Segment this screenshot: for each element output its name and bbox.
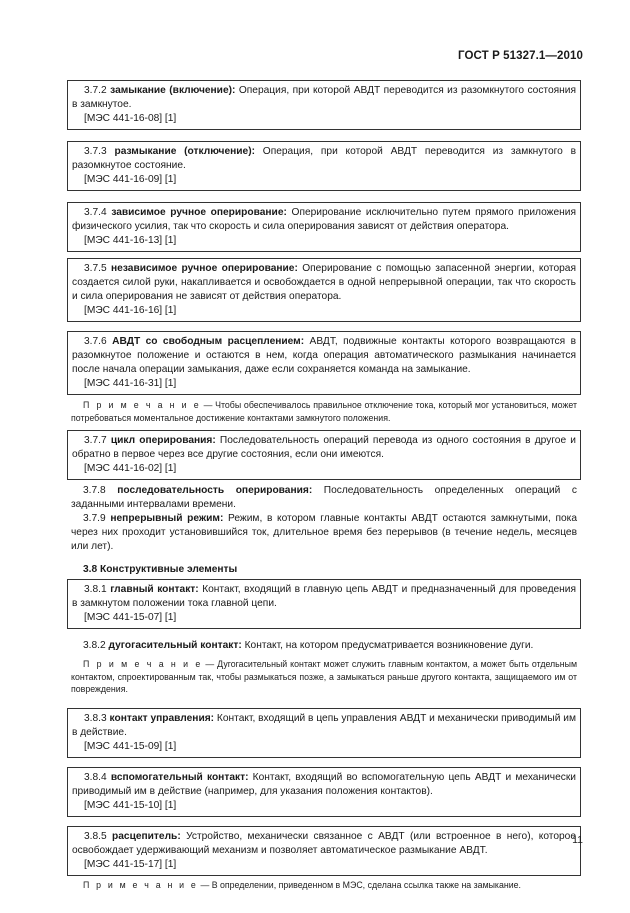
clause-number: 3.8.5	[84, 830, 107, 842]
reference: [МЭС 441-16-08] [1]	[84, 113, 177, 124]
definition-text: Операция, при которой АВДТ переводится из разомкнутого состояния в замкнутое.	[72, 85, 576, 110]
reference: [МЭС 441-16-16] [1]	[84, 305, 177, 316]
definition-box-3-8-4	[67, 767, 581, 817]
term: замыкание (включение):	[110, 85, 236, 96]
term: размыкание (отключение):	[114, 146, 255, 157]
term: контакт управления:	[109, 712, 215, 724]
definition-box-3-7-2	[67, 80, 581, 130]
note-label: П р и м е ч а н и е	[83, 879, 199, 890]
clause-number: 3.8.2	[83, 640, 106, 651]
clause-number: 3.8.4	[84, 771, 107, 783]
definition-box-3-8-5	[67, 826, 581, 876]
note-text: — Дугогасительный контакт может служить главным контактом, а может быть отдельным контактом, спроектированным так, чтобы размыкаться позже, а замыкаться раньше другого контакта, защищаемого им от повреждения.	[71, 659, 577, 694]
definition-box-3-8-3	[67, 708, 581, 758]
standard-number: ГОСТ Р 51327.1—2010	[458, 50, 583, 62]
definitions-plain-3-7-8-9	[67, 484, 581, 554]
note-label: П р и м е ч а н и е	[83, 400, 201, 410]
definition-text: Контакт, входящий в главную цепь АВДТ и предназначенный для проведения в замкнутом положении тока главной цепи.	[72, 584, 577, 609]
definition-box-3-7-3	[67, 141, 581, 191]
term: АВДТ со свободным расцеплением:	[112, 336, 305, 347]
term: последовательность оперирования:	[117, 485, 313, 496]
definition-text: АВДТ, подвижные контакты которого возвращаются в разомкнутое положение и остаются в нем, когда операция автоматического размыкания начинается после начала операции замыкания, даже если сохраняется команда на замыкание.	[72, 336, 576, 375]
reference: [МЭС 441-15-07] [1]	[84, 612, 177, 623]
term: дугогасительный контакт:	[108, 640, 242, 651]
definition-text: Контакт, входящий в цепь управления АВДТ и механически приводимый им в действие.	[72, 712, 576, 738]
definition-box-3-7-5	[67, 258, 581, 322]
definition-box-3-7-6	[67, 331, 581, 395]
clause-number: 3.8.3	[84, 712, 107, 724]
term: зависимое ручное оперирование:	[111, 207, 287, 218]
term: непрерывный режим:	[110, 513, 224, 524]
clause-number: 3.7.6	[84, 336, 107, 347]
clause-number: 3.7.2	[84, 85, 107, 96]
definition-text: Последовательность определенных операций с заданными интервалами времени.	[71, 485, 577, 510]
definition-text: Устройство, механически связанное с АВДТ (или встроенное в него), которое освобождает удерживающий механизм и позволяет автоматическое размыкание АВДТ.	[72, 830, 576, 856]
reference: [МЭС 441-15-10] [1]	[84, 799, 177, 811]
term: цикл оперирования:	[110, 435, 216, 446]
section-heading: 3.8 Конструктивные элементы	[83, 564, 238, 575]
definition-text: Режим, в котором главные контакты АВДТ остаются замкнутыми, пока через них проходит установившийся ток, длительное время без перерывов (в течение недель, месяцев или лет).	[71, 513, 577, 552]
reference: [МЭС 441-15-09] [1]	[84, 740, 177, 752]
definition-text: Операция, при которой АВДТ переводится из замкнутого в разомкнутое состояние.	[72, 146, 576, 171]
reference: [МЭС 441-16-31] [1]	[84, 378, 177, 389]
page-number: 11	[572, 834, 583, 846]
definition-text: Контакт, на котором предусматривается возникновение дуги.	[241, 640, 534, 651]
reference: [МЭС 441-16-02] [1]	[84, 463, 177, 474]
reference: [МЭС 441-15-17] [1]	[84, 858, 177, 870]
term: независимое ручное оперирование:	[111, 263, 298, 274]
definition-text: Контакт, входящий во вспомогательную цепь АВДТ и механически приводимый им в действие (например, для указания положения контактов).	[72, 771, 576, 797]
definition-text: Оперирование с помощью запасенной энергии, которая создается силой руки, накапливается и освобождается в одной непрерывной операции, так что скорость и сила оперирования не зависят от действия оператора.	[72, 263, 576, 302]
clause-number: 3.7.4	[84, 207, 107, 218]
note-text: — Чтобы обеспечивалось правильное отключение тока, который мог установиться, может потребоваться моментальное достижение контактами замкнутого положения.	[71, 400, 577, 423]
reference: [МЭС 441-16-09] [1]	[84, 174, 177, 185]
clause-number: 3.7.8	[83, 485, 106, 496]
page-content	[67, 80, 581, 891]
clause-number: 3.7.7	[84, 435, 107, 446]
reference: [МЭС 441-16-13] [1]	[84, 235, 177, 246]
note-3-8-5	[67, 879, 581, 892]
definition-box-3-7-4	[67, 202, 581, 252]
definition-text: Последовательность операций перевода из одного состояния в другое и обратно в первое через все другие состояния, если они имеются.	[72, 435, 576, 460]
note-3-7-6	[67, 399, 581, 424]
definition-text: Оперирование исключительно путем прямого приложения физического усилия, так что скорость и сила оперирования зависят от действия оператора.	[72, 207, 576, 232]
clause-number: 3.8.1	[84, 584, 107, 595]
term: вспомогательный контакт:	[110, 771, 249, 783]
note-text: — В определении, приведенном в МЭС, сделана ссылка также на замыкание.	[198, 879, 521, 890]
definition-plain-3-8-2	[67, 639, 581, 653]
clause-number: 3.7.9	[83, 513, 106, 524]
term: главный контакт:	[110, 584, 199, 595]
definition-box-3-8-1	[67, 579, 581, 629]
clause-number: 3.7.5	[84, 263, 107, 274]
note-3-8-2	[67, 658, 581, 696]
note-label: П р и м е ч а н и е	[83, 659, 203, 669]
clause-number: 3.7.3	[84, 146, 107, 157]
term: расцепитель:	[112, 830, 181, 842]
definition-box-3-7-7	[67, 430, 581, 480]
